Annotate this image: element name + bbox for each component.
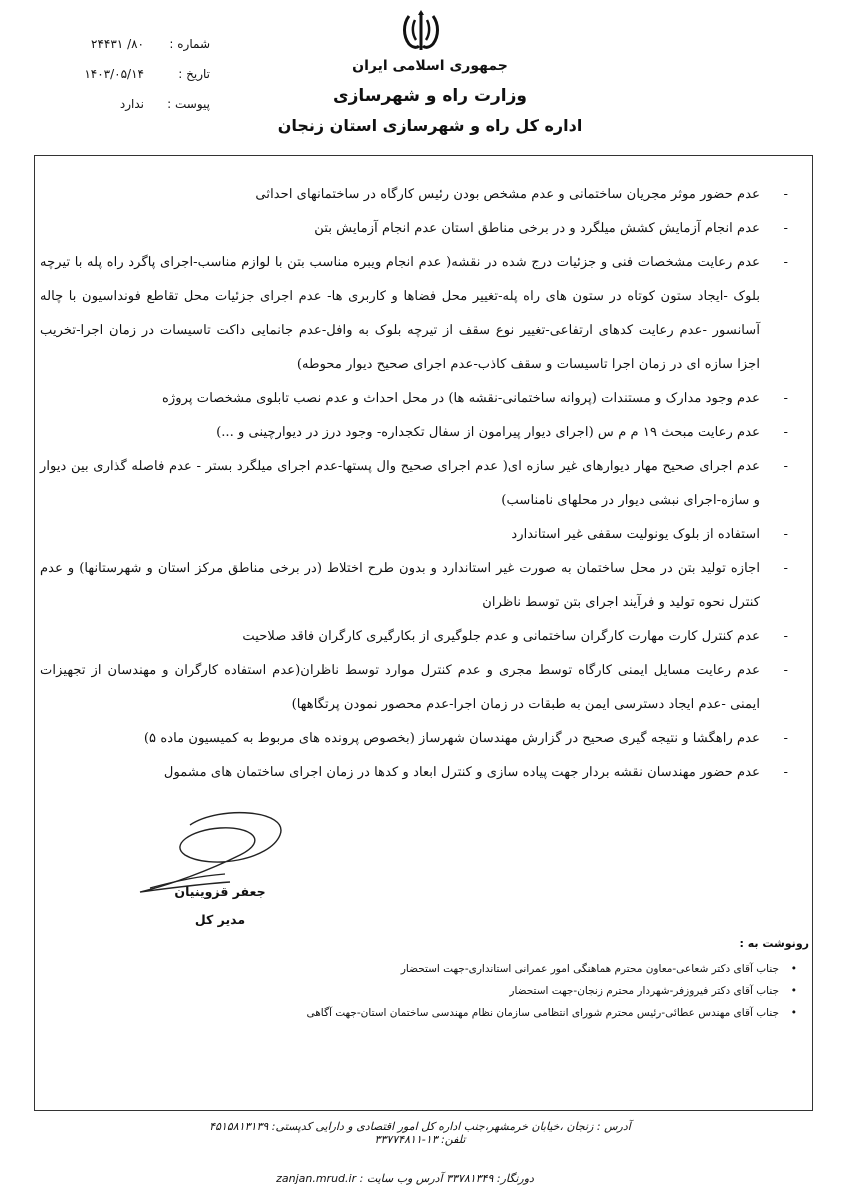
item-dash: - bbox=[783, 527, 788, 542]
item-dash: - bbox=[783, 765, 788, 780]
bullet-icon: • bbox=[790, 1007, 797, 1019]
footer-address: آدرس : زنجان ،خیابان خرمشهر،جنب اداره کل امور اقتصادی و دارایی کدپستی: ۴۵۱۵۸۱۳۱۳۹ تلفن: ۱۳-۳۳۷۷۴۸۱۱ bbox=[209, 1120, 631, 1146]
bullet-icon: • bbox=[790, 963, 797, 975]
list-item bbox=[40, 246, 788, 382]
letter-number-label: شماره : bbox=[169, 37, 210, 51]
item-dash: - bbox=[783, 561, 788, 576]
item-dash: - bbox=[783, 221, 788, 236]
cc-item bbox=[239, 980, 799, 1002]
item-text: استفاده از بلوک یونولیت سقفی غیر استاندارد bbox=[511, 527, 760, 542]
item-dash: - bbox=[783, 663, 788, 678]
cc-list bbox=[239, 958, 799, 1024]
cc-item bbox=[239, 1002, 799, 1024]
list-item bbox=[40, 552, 788, 620]
letter-attachment-value: ندارد bbox=[119, 97, 144, 111]
item-dash: - bbox=[783, 425, 788, 440]
item-text: عدم رعایت مشخصات فنی و جزئیات درج شده در نقشه( عدم انجام ویبره مناسب بتن با لوازم مناسب-اجرای پاگرد راه پله با تیرچه بلوک -ایجاد ستون کوتاه در ستون های راه پله-تغییر محل فضاها و کاربری ها- عدم اجرای جزئیات محل تقاطع فونداسیون با چاله آسانسور -عدم رعایت کدهای ارتفاعی-تغییر نوع سقف از تیرچه بلوک به وافل-عدم جانمایی داکت تاسیسات در زمان اجرا-تخریب اجزا سازه ای در زمان اجرا تاسیسات و سقف کاذب-عدم اجرای صحیح دیوار محوطه) bbox=[40, 255, 760, 372]
item-text: عدم راهگشا و نتیجه گیری صحیح در گزارش مهندسان شهرساز (بخصوص پرونده های مربوط به کمیسیون ماده ۵) bbox=[143, 731, 760, 746]
list-item bbox=[40, 212, 788, 246]
org-line-ministry: وزارت راه و شهرسازی bbox=[332, 86, 527, 106]
signatory-title: مدیر کل bbox=[194, 912, 246, 927]
item-text: عدم وجود مدارک و مستندات (پروانه ساختمانی-نقشه ها) در محل احداث و عدم نصب تابلوی مشخصات پروژه bbox=[162, 391, 760, 406]
org-line-office: اداره کل راه و شهرسازی استان زنجان bbox=[277, 116, 583, 135]
item-text: عدم انجام آزمایش کشش میلگرد و در برخی مناطق استان عدم انجام آزمایش بتن bbox=[314, 221, 760, 236]
cc-title: رونوشت به : bbox=[739, 937, 809, 950]
list-item bbox=[40, 756, 788, 790]
footer-web: دورنگار: ۳۳۷۸۱۳۴۹ آدرس وب سایت : zanjan.mrud.ir bbox=[276, 1172, 534, 1185]
item-dash: - bbox=[783, 255, 788, 270]
org-line-country: جمهوری اسلامی ایران bbox=[352, 58, 508, 74]
bullet-icon: • bbox=[790, 985, 797, 997]
cc-item bbox=[239, 958, 799, 980]
letter-body bbox=[40, 178, 788, 790]
letter-date-label: تاریخ : bbox=[178, 67, 210, 81]
cc-item-text: جناب آقای مهندس عطائی-رئیس محترم شورای انتظامی سازمان نظام مهندسی ساختمان استان-جهت آگاهی bbox=[306, 1007, 779, 1019]
letter-number-value: ۸۰/ ۲۴۴۳۱ bbox=[91, 37, 144, 51]
list-item bbox=[40, 178, 788, 212]
item-dash: - bbox=[783, 731, 788, 746]
item-text: عدم حضور مهندسان نقشه بردار جهت پیاده سازی و کنترل ابعاد و کدها در زمان اجرای ساختمان های مشمول bbox=[163, 765, 760, 780]
letter-attachment-label: پیوست : bbox=[167, 97, 210, 111]
item-text: عدم رعایت مبحث ۱۹ م م س (اجرای دیوار پیرامون از سفال تکجداره- وجود درز در دیوارچینی و ...) bbox=[216, 425, 760, 440]
list-item bbox=[40, 722, 788, 756]
cc-item-text: جناب آقای دکتر شعاعی-معاون محترم هماهنگی امور عمرانی استانداری-جهت استحضار bbox=[400, 963, 779, 975]
letter-date-value: ۱۴۰۳/۰۵/۱۴ bbox=[84, 67, 144, 81]
list-item bbox=[40, 620, 788, 654]
item-text: عدم اجرای صحیح مهار دیوارهای غیر سازه ای( عدم اجرای صحیح وال پستها-عدم اجرای میلگرد بستر - عدم فاصله گذاری بین دیوار و سازه-اجرای نبشی دیوار در محلهای نامناسب) bbox=[40, 459, 760, 508]
iran-emblem-icon bbox=[401, 10, 441, 54]
list-item bbox=[40, 654, 788, 722]
list-item bbox=[40, 382, 788, 416]
item-dash: - bbox=[783, 629, 788, 644]
list-item bbox=[40, 518, 788, 552]
cc-item-text: جناب آقای دکتر فیروزفر-شهردار محترم زنجان-جهت استحضار bbox=[509, 985, 779, 997]
item-text: عدم رعایت مسایل ایمنی کارگاه توسط مجری و عدم کنترل موارد توسط ناظران(عدم استفاده کارگران و مهندسان از تجهیزات ایمنی -عدم ایجاد دسترسی ایمن به طبقات در زمان اجرا-عدم محصور نمودن پرتگاهها) bbox=[40, 663, 760, 712]
item-dash: - bbox=[783, 391, 788, 406]
item-dash: - bbox=[783, 187, 788, 202]
item-text: اجازه تولید بتن در محل ساختمان به صورت غیر استاندارد و بدون طرح اختلاط (در برخی مناطق مرکز استان و شهرستانها) و عدم کنترل نحوه تولید و فرآیند اجرای بتن توسط ناظران bbox=[40, 561, 760, 610]
item-text: عدم کنترل کارت مهارت کارگران ساختمانی و عدم جلوگیری از بکارگیری کارگران فاقد صلاحیت bbox=[242, 629, 760, 644]
signatory-name: جعفر قزوینیان bbox=[174, 884, 266, 899]
item-text: عدم حضور موثر مجریان ساختمانی و عدم مشخص بودن رئیس کارگاه در ساختمانهای احداثی bbox=[255, 187, 760, 202]
list-item bbox=[40, 416, 788, 450]
list-item bbox=[40, 450, 788, 518]
item-dash: - bbox=[783, 459, 788, 474]
